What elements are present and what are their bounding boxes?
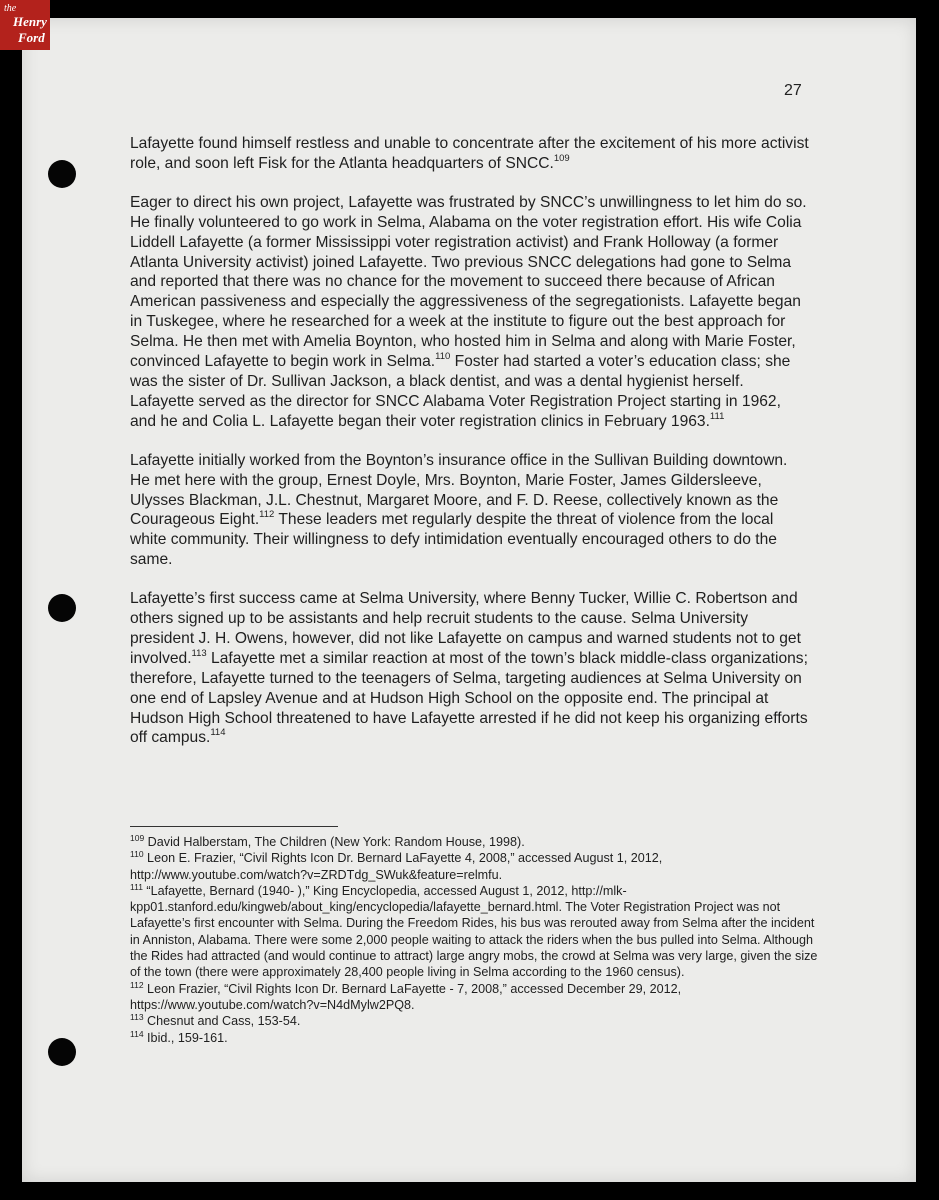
- footnote-number: 114: [130, 1028, 144, 1039]
- footnote-reference: 110: [435, 351, 451, 363]
- footnote-reference: 112: [259, 509, 275, 521]
- paragraph: [130, 134, 810, 174]
- body-text: [130, 134, 810, 767]
- footnote-reference: 111: [709, 410, 725, 422]
- paragraph-text: Foster had started a voter’s education class; she was the sister of Dr. Sullivan Jackson, a black dentist, and was a dental hygienist herself. Lafayette served as the director for SNCC Alabama Voter Registration Project starting in 1962, and he and Colia L. Lafayette began their voter registration clinics in February 1963.: [130, 353, 791, 430]
- footnote-reference: 113: [191, 647, 207, 659]
- paragraph: [130, 589, 810, 748]
- footnote-number: 109: [130, 833, 145, 843]
- footnote-text: “Lafayette, Bernard (1940- ),” King Encyclopedia, accessed August 1, 2012, http://mlk-kpp01.stanford.edu/kingweb/about_king/encyclopedia/lafayette_bernard.html. The Voter Registration Project was not Lafayette’s first encounter with Selma. During the Freedom Rides, his bus was rerouted away from Selma after the incident in Anniston, Alabama. There were some 2,000 people waiting to attack the riders when the bus pulled into Selma. Although the Rides had attracted (and would continue to attract) large angry mobs, the crowd at Selma was very large, given the size of the town (there were approximately 28,400 people living in Selma according to the 1960 census).: [130, 883, 818, 980]
- footnote-number: 110: [130, 849, 144, 860]
- paragraph-text: These leaders met regularly despite the threat of violence from the local white community. Their willingness to defy intimidation eventually encouraged others to do the same.: [130, 511, 777, 569]
- paragraph: [130, 193, 810, 432]
- footnote-number: 113: [130, 1012, 144, 1023]
- paragraph-text: Lafayette found himself restless and unable to concentrate after the excitement of his more activist role, and soon left Fisk for the Atlanta headquarters of SNCC.: [130, 135, 809, 172]
- footnote-text: Ibid., 159-161.: [143, 1030, 228, 1045]
- logo-line-ford: Ford: [18, 30, 45, 45]
- footnote-text: Leon Frazier, “Civil Rights Icon Dr. Bernard LaFayette - 7, 2008,” accessed December 29, 2012, https://www.youtube.com/watch?v=N4dMylw2PQ8.: [130, 981, 682, 1012]
- henry-ford-logo: [0, 0, 50, 50]
- footnote-separator: [130, 826, 338, 827]
- footnote: [130, 981, 820, 1014]
- footnote-text: Chesnut and Cass, 153-54.: [143, 1014, 301, 1029]
- paragraph: [130, 451, 810, 570]
- footnote-text: Leon E. Frazier, “Civil Rights Icon Dr. Bernard LaFayette 4, 2008,” accessed August 1, 2012, http://www.youtube.com/watch?v=ZRDTdg_SWuk&feature=relmfu.: [130, 851, 663, 882]
- paragraph-text: Lafayette’s first success came at Selma University, where Benny Tucker, Willie C. Robertson and others signed up to be assistants and help recruit students to the cause. Selma University president J. H. Owens, however, did not like Lafayette on campus and warned students not to get involved.: [130, 590, 801, 667]
- footnote: [130, 1013, 820, 1029]
- footnote: [130, 1030, 820, 1046]
- punch-hole-top: [48, 160, 76, 188]
- footnote-number: 111: [130, 881, 143, 892]
- logo-line-henry: Henry: [13, 14, 47, 29]
- punch-hole-middle: [48, 594, 76, 622]
- paragraph-text: Eager to direct his own project, Lafayette was frustrated by SNCC’s unwillingness to let him do so. He finally volunteered to go work in Selma, Alabama on the voter registration effort. His wife Colia Liddell Lafayette (a former Mississippi voter registration activist) and Frank Holloway (a former Atlanta University activist) joined Lafayette. Two previous SNCC delegations had gone to Selma and reported that there was no chance for the movement to succeed there because of African American passiveness and especially the aggressiveness of the segregationists. Lafayette began in Tuskegee, where he researched for a week at the institute to figure out the best approach for Selma. He then met with Amelia Boynton, who hosted him in Selma and along with Marie Foster, convinced Lafayette to begin work in Selma.: [130, 193, 807, 371]
- footnote: [130, 850, 820, 883]
- footnotes: [130, 834, 820, 1046]
- footnote-number: 112: [130, 979, 144, 990]
- footnote: [130, 883, 820, 981]
- logo-line-the: the: [4, 3, 17, 14]
- footnote-reference: 114: [210, 727, 226, 739]
- footnote-reference: 109: [553, 152, 570, 164]
- punch-hole-bottom: [48, 1038, 76, 1066]
- paragraph-text: Lafayette met a similar reaction at most of the town’s black middle-class organizations; therefore, Lafayette turned to the teenagers of Selma, targeting audiences at Selma University on one end of Lapsley Avenue and at Hudson High School on the opposite end. The principal at Hudson High School threatened to have Lafayette arrested if he did not keep his organizing efforts off campus.: [130, 649, 808, 747]
- paragraph-text: Lafayette initially worked from the Boynton’s insurance office in the Sullivan Building downtown. He met here with the group, Ernest Doyle, Mrs. Boynton, Marie Foster, James Gildersleeve, Ulysses Blackman, J.L. Chestnut, Margaret Moore, and F. D. Reese, collectively known as the Courageous Eight.: [130, 451, 788, 529]
- footnote: [130, 834, 820, 850]
- page-number: 27: [784, 82, 802, 99]
- footnote-text: David Halberstam, The Children (New York: Random House, 1998).: [144, 835, 525, 849]
